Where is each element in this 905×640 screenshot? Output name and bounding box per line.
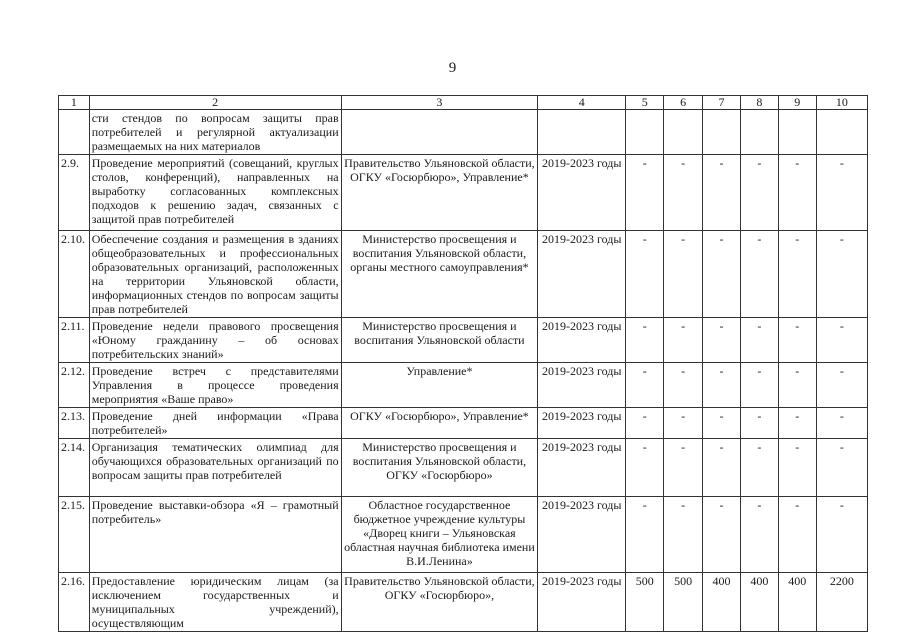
funding-value: 500 — [664, 573, 703, 632]
implementation-period: 2019-2023 годы — [538, 231, 626, 318]
funding-value: - — [740, 363, 778, 408]
funding-value: - — [778, 497, 816, 573]
table-row — [59, 408, 868, 439]
page-number: 9 — [448, 60, 457, 76]
responsible-executor: Областное государственное бюджетное учреждение культуры «Дворец книги – Ульяновская областная научная библиотека имени В.И.Ленина» — [341, 497, 538, 573]
row-number: 2.9. — [59, 155, 90, 231]
header-cell: 9 — [778, 96, 816, 110]
funding-value: - — [703, 408, 741, 439]
funding-value: - — [703, 318, 741, 363]
table-row — [59, 231, 868, 318]
funding-value: - — [778, 439, 816, 497]
funding-value: - — [740, 497, 778, 573]
funding-value: - — [664, 497, 703, 573]
funding-value: 400 — [703, 573, 741, 632]
row-number — [59, 110, 90, 155]
funding-value: - — [703, 497, 741, 573]
funding-value: - — [626, 155, 664, 231]
program-table — [58, 95, 868, 632]
responsible-executor: Правительство Ульяновской области, ОГКУ «Госюрбюро», — [341, 573, 538, 632]
funding-value: - — [626, 318, 664, 363]
funding-value: - — [664, 363, 703, 408]
row-number: 2.11. — [59, 318, 90, 363]
row-number: 2.16. — [59, 573, 90, 632]
funding-value — [703, 110, 741, 155]
funding-value: - — [664, 318, 703, 363]
table-row — [59, 497, 868, 573]
measure-description: Организация тематических олимпиад для обучающихся образовательных организаций по вопросам защиты прав потребителей — [89, 439, 341, 497]
funding-value: - — [664, 408, 703, 439]
header-cell: 8 — [740, 96, 778, 110]
responsible-executor: Министерство просвещения и воспитания Ульяновской области — [341, 318, 538, 363]
funding-value: - — [664, 439, 703, 497]
table-row — [59, 439, 868, 497]
implementation-period: 2019-2023 годы — [538, 155, 626, 231]
implementation-period: 2019-2023 годы — [538, 439, 626, 497]
header-cell: 1 — [59, 96, 90, 110]
funding-value: - — [740, 155, 778, 231]
funding-value: - — [816, 439, 867, 497]
funding-value: - — [664, 155, 703, 231]
row-number: 2.13. — [59, 408, 90, 439]
row-number: 2.14. — [59, 439, 90, 497]
implementation-period: 2019-2023 годы — [538, 573, 626, 632]
measure-description: Проведение дней информации «Права потребителей» — [89, 408, 341, 439]
funding-value: - — [740, 408, 778, 439]
funding-value: - — [816, 155, 867, 231]
funding-value — [626, 110, 664, 155]
funding-value — [664, 110, 703, 155]
responsible-executor: Управление* — [341, 363, 538, 408]
funding-value: - — [703, 155, 741, 231]
funding-value: - — [703, 439, 741, 497]
funding-value: - — [778, 363, 816, 408]
funding-value: - — [816, 497, 867, 573]
funding-value: - — [816, 408, 867, 439]
implementation-period: 2019-2023 годы — [538, 363, 626, 408]
header-cell: 5 — [626, 96, 664, 110]
funding-value: - — [703, 231, 741, 318]
funding-value: - — [816, 363, 867, 408]
responsible-executor: Правительство Ульяновской области, ОГКУ «Госюрбюро», Управление* — [341, 155, 538, 231]
measure-description: Проведение недели правового просвещения «Юному гражданину – об основах потребительских знаний» — [89, 318, 341, 363]
table-row — [59, 155, 868, 231]
implementation-period: 2019-2023 годы — [538, 497, 626, 573]
responsible-executor — [341, 110, 538, 155]
header-cell: 3 — [341, 96, 538, 110]
implementation-period — [538, 110, 626, 155]
table-row — [59, 318, 868, 363]
funding-value: - — [778, 155, 816, 231]
header-cell: 6 — [664, 96, 703, 110]
funding-value: - — [816, 231, 867, 318]
table-row — [59, 573, 868, 632]
measure-description: Обеспечение создания и размещения в зданиях общеобразовательных и профессиональных образовательных организаций, расположенных на территории Ульяновской области, информационных стендов по вопросам защиты прав потребителей — [89, 231, 341, 318]
funding-value — [778, 110, 816, 155]
responsible-executor: Министерство просвещения и воспитания Ульяновской области, органы местного самоуправления* — [341, 231, 538, 318]
header-cell: 2 — [89, 96, 341, 110]
funding-value — [740, 110, 778, 155]
responsible-executor: ОГКУ «Госюрбюро», Управление* — [341, 408, 538, 439]
implementation-period: 2019-2023 годы — [538, 318, 626, 363]
header-cell: 7 — [703, 96, 741, 110]
row-number: 2.12. — [59, 363, 90, 408]
table-row — [59, 110, 868, 155]
funding-value: 500 — [626, 573, 664, 632]
funding-value: 2200 — [816, 573, 867, 632]
measure-description: Проведение выставки-обзора «Я – грамотный потребитель» — [89, 497, 341, 573]
funding-value: - — [626, 408, 664, 439]
table-row — [59, 363, 868, 408]
funding-value: - — [626, 363, 664, 408]
measure-description: Проведение мероприятий (совещаний, круглых столов, конференций), направленных на выработку согласованных комплексных подходов к решению задач, связанных с защитой прав потребителей — [89, 155, 341, 231]
funding-value: - — [778, 408, 816, 439]
funding-value: - — [740, 231, 778, 318]
funding-value: - — [740, 318, 778, 363]
funding-value: - — [778, 231, 816, 318]
funding-value: - — [664, 231, 703, 318]
responsible-executor: Министерство просвещения и воспитания Ульяновской области, ОГКУ «Госюрбюро» — [341, 439, 538, 497]
funding-value: - — [626, 497, 664, 573]
table-header-row — [59, 96, 868, 110]
funding-value: - — [778, 318, 816, 363]
header-cell: 10 — [816, 96, 867, 110]
measure-description: Проведение встреч с представителями Управления в процессе проведения мероприятия «Ваше право» — [89, 363, 341, 408]
funding-value: - — [740, 439, 778, 497]
row-number: 2.15. — [59, 497, 90, 573]
measure-description: сти стендов по вопросам защиты прав потребителей и регулярной актуализации размещаемых на них материалов — [89, 110, 341, 155]
funding-value: - — [626, 439, 664, 497]
funding-value: 400 — [778, 573, 816, 632]
implementation-period: 2019-2023 годы — [538, 408, 626, 439]
funding-value: - — [816, 318, 867, 363]
funding-value: - — [703, 363, 741, 408]
funding-value — [816, 110, 867, 155]
header-cell: 4 — [538, 96, 626, 110]
funding-value: - — [626, 231, 664, 318]
row-number: 2.10. — [59, 231, 90, 318]
funding-value: 400 — [740, 573, 778, 632]
measure-description: Предоставление юридическим лицам (за исключением государственных и муниципальных учреждений), осуществляющим — [89, 573, 341, 632]
